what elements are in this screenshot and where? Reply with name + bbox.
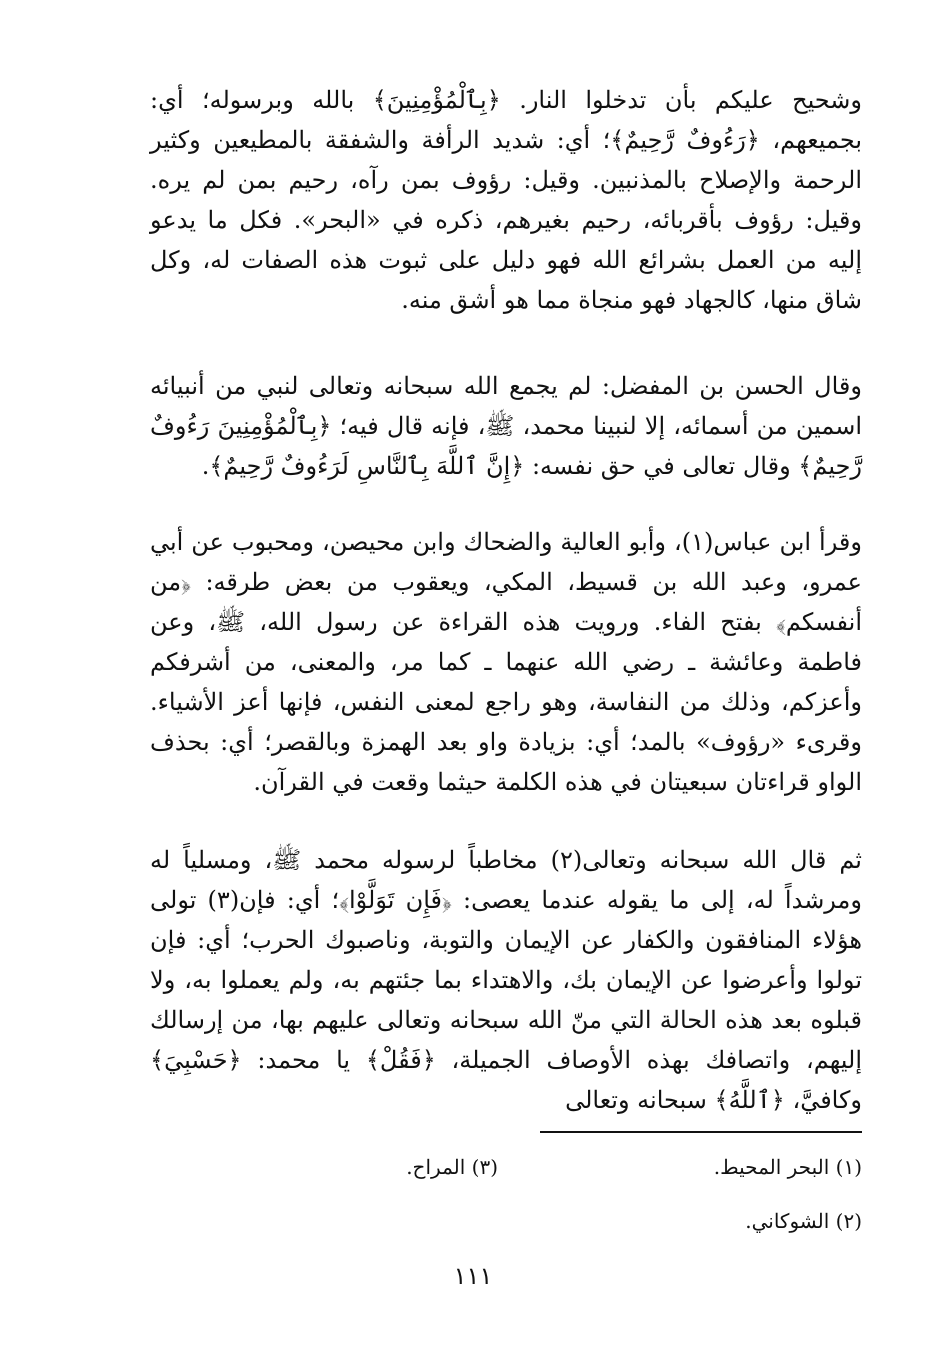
page-number: ١١١ bbox=[453, 1262, 493, 1290]
footnote-1: (١) البحر المحيط. bbox=[713, 1155, 862, 1179]
footnote-3: (٣) المراح. bbox=[406, 1155, 498, 1179]
footnote-2: (٢) الشوكاني. bbox=[745, 1209, 862, 1233]
paragraph-3: وقرأ ابن عباس(١)، وأبو العالية والضحاك وابن محيصن، ومحبوب عن أبي عمرو، وعبد الله بن قسيط، المكي، ويعقوب من بعض طرقه: ﴿من أنفسكم﴾ بفتح الفاء. ورويت هذه القراءة عن رسول الله، ﷺ، وعن فاطمة وعائشة ـ رضي الله عنهما ـ كما مر، والمعنى، من أشرفكم وأعزكم، وذلك من النفاسة، وهو راجع لمعنى النفس، فإنها أعز الأشياء. وقرىء «رؤوف» بالمد؛ أي: بزيادة واو بعد الهمزة وبالقصر؛ أي: بحذف الواو قراءتان سبعيتان في هذه الكلمة حيثما وقعت في القرآن. bbox=[150, 528, 863, 796]
paragraph-2: وقال الحسن بن المفضل: لم يجمع الله سبحانه وتعالى لنبي من أنبيائه اسمين من أسمائه، إلا لنبينا محمد، ﷺ، فإنه قال فيه؛ ﴿بِٱلْمُؤْمِنِينَ رَءُوفٌ رَّحِيمٌ﴾ وقال تعالى في حق نفسه: ﴿إِنَّ ٱللَّهَ بِٱلنَّاسِ لَرَءُوفٌ رَّحِيمٌ﴾. bbox=[150, 372, 862, 480]
paragraph-1: وشحيح عليكم بأن تدخلوا النار. ﴿بِٱلْمُؤْمِنِينَ﴾ بالله وبرسوله؛ أي: بجميعهم، ﴿رَءُوفٌ رَّحِيمٌ﴾؛ أي: شديد الرأفة والشفقة بالمطيعين وكثير الرحمة والإصلاح بالمذنبين. وقيل: رؤوف بمن رآه، رحيم بمن لم يره. وقيل: رؤوف بأقربائه، رحيم بغيرهم، ذكره في «البحر». فكل ما يدعو إليه من العمل بشرائع الله فهو دليل على ثبوت هذه الصفات له، وكل شاق منها، كالجهاد فهو منجاة مما هو أشق منه. bbox=[150, 86, 862, 314]
paragraph-4: ثم قال الله سبحانه وتعالى(٢) مخاطباً لرسوله محمد ﷺ، ومسلياً له ومرشداً له، إلى ما يقوله عندما يعصى: ﴿فَإِن تَوَلَّوْا﴾؛ أي: فإن(٣) تولى هؤلاء المنافقون والكفار عن الإيمان والتوبة، وناصبوك الحرب؛ أي: فإن تولوا وأعرضوا عن الإيمان بك، والاهتداء بما جئتهم به، ولم يعملوا به، ولا قبلوه بعد هذه الحالة التي منّ الله سبحانه وتعالى عليهم بها، من إرسالك إليهم، واتصافك بهذه الأوصاف الجميلة، ﴿فَقُلْ﴾ يا محمد: ﴿حَسْبِيَ﴾ وكافيَّ، ﴿ٱللَّهُ﴾ سبحانه وتعالى bbox=[150, 846, 863, 1114]
footnote-divider bbox=[540, 1131, 862, 1133]
